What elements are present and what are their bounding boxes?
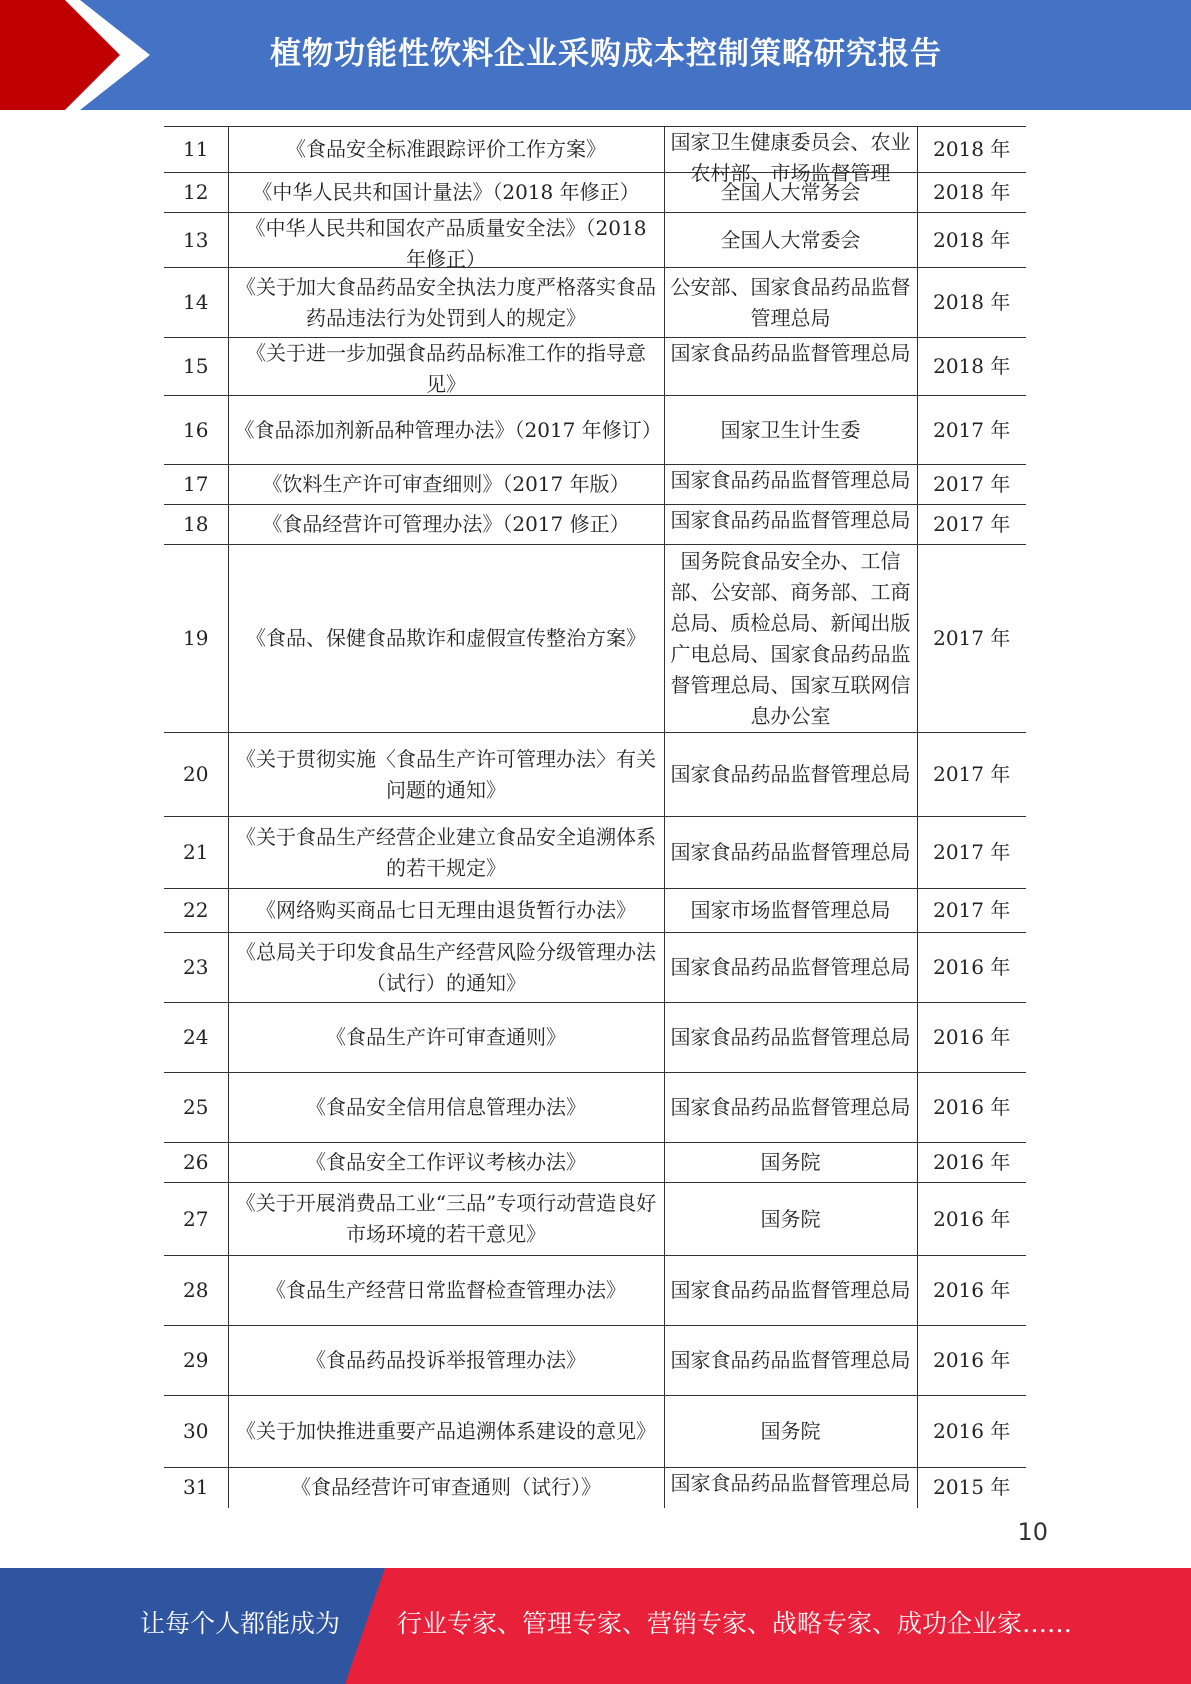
row-number: 30 <box>164 1396 228 1468</box>
regulation-name: 《关于贯彻实施〈食品生产许可管理办法〉有关问题的通知》 <box>228 733 664 817</box>
row-number: 31 <box>164 1468 228 1508</box>
issuing-authority: 国务院 <box>664 1396 917 1468</box>
report-title: 植物功能性饮料企业采购成本控制策略研究报告 <box>270 36 942 72</box>
issue-year: 2017 年 <box>917 889 1026 933</box>
issue-year: 2017 年 <box>917 817 1026 889</box>
issue-year: 2016 年 <box>917 1003 1026 1073</box>
row-number: 26 <box>164 1143 228 1183</box>
table-row <box>164 1143 1026 1183</box>
issue-year: 2017 年 <box>917 465 1026 505</box>
issue-year: 2017 年 <box>917 396 1026 465</box>
row-number: 27 <box>164 1183 228 1256</box>
issue-year: 2016 年 <box>917 1073 1026 1143</box>
issuing-authority: 国家食品药品监督管理总局 <box>664 465 917 505</box>
issuing-authority: 国家卫生计生委 <box>664 396 917 465</box>
regulation-name: 《中华人民共和国计量法》（2018 年修正） <box>228 173 664 213</box>
issue-year: 2017 年 <box>917 545 1026 733</box>
table-row <box>164 1396 1026 1468</box>
table-row <box>164 1183 1026 1256</box>
issuing-authority: 国务院 <box>664 1143 917 1183</box>
issue-year: 2015 年 <box>917 1468 1026 1508</box>
issue-year: 2016 年 <box>917 1326 1026 1396</box>
regulation-name: 《食品经营许可管理办法》（2017 修正） <box>228 505 664 545</box>
issue-year: 2016 年 <box>917 1143 1026 1183</box>
regulation-name: 《关于加大食品药品安全执法力度严格落实食品药品违法行为处罚到人的规定》 <box>228 268 664 338</box>
issue-year: 2018 年 <box>917 127 1026 173</box>
footer-slogan-left: 让每个人都能成为 <box>140 1609 341 1638</box>
regulation-name: 《食品药品投诉举报管理办法》 <box>228 1326 664 1396</box>
issue-year: 2016 年 <box>917 1183 1026 1256</box>
row-number: 21 <box>164 817 228 889</box>
page-header <box>0 0 1191 110</box>
row-number: 15 <box>164 338 228 396</box>
row-number: 25 <box>164 1073 228 1143</box>
page-number: 10 <box>1017 1518 1048 1546</box>
regulation-name: 《食品生产经营日常监督检查管理办法》 <box>228 1256 664 1326</box>
table-row <box>164 127 1026 173</box>
regulation-name: 《关于食品生产经营企业建立食品安全追溯体系的若干规定》 <box>228 817 664 889</box>
table-row <box>164 338 1026 396</box>
table-row <box>164 396 1026 465</box>
issue-year: 2016 年 <box>917 1396 1026 1468</box>
issuing-authority: 国务院食品安全办、工信部、公安部、商务部、工商总局、质检总局、新闻出版广电总局、国家食品药品监督管理总局、国家互联网信息办公室 <box>664 545 917 733</box>
header-red-chevron <box>0 0 160 110</box>
table-row <box>164 268 1026 338</box>
row-number: 24 <box>164 1003 228 1073</box>
issue-year: 2016 年 <box>917 1256 1026 1326</box>
issue-year: 2018 年 <box>917 268 1026 338</box>
issuing-authority: 公安部、国家食品药品监督管理总局 <box>664 268 917 338</box>
issuing-authority: 国家食品药品监督管理总局 <box>664 1256 917 1326</box>
table-row <box>164 733 1026 817</box>
issuing-authority: 国务院 <box>664 1183 917 1256</box>
regulation-name: 《饮料生产许可审查细则》（2017 年版） <box>228 465 664 505</box>
table-row <box>164 1468 1026 1508</box>
issue-year: 2018 年 <box>917 173 1026 213</box>
table-row <box>164 817 1026 889</box>
issuing-authority: 全国人大常委会 <box>664 213 917 268</box>
regulation-name: 《关于加快推进重要产品追溯体系建设的意见》 <box>228 1396 664 1468</box>
regulation-name: 《关于进一步加强食品药品标准工作的指导意见》 <box>228 338 664 396</box>
issuing-authority: 国家食品药品监督管理总局 <box>664 338 917 396</box>
page-footer <box>0 1568 1191 1684</box>
issuing-authority: 国家食品药品监督管理总局 <box>664 1073 917 1143</box>
regulation-name: 《网络购买商品七日无理由退货暂行办法》 <box>228 889 664 933</box>
issue-year: 2017 年 <box>917 505 1026 545</box>
row-number: 16 <box>164 396 228 465</box>
row-number: 12 <box>164 173 228 213</box>
issuing-authority: 国家食品药品监督管理总局 <box>664 817 917 889</box>
issue-year: 2018 年 <box>917 338 1026 396</box>
row-number: 19 <box>164 545 228 733</box>
row-number: 23 <box>164 933 228 1003</box>
issuing-authority: 国家卫生健康委员会、农业农村部、市场监督管理 <box>664 127 917 173</box>
regulation-name: 《食品生产许可审查通则》 <box>228 1003 664 1073</box>
issuing-authority: 国家食品药品监督管理总局 <box>664 1326 917 1396</box>
table-row <box>164 1073 1026 1143</box>
row-number: 13 <box>164 213 228 268</box>
table-row <box>164 173 1026 213</box>
issuing-authority: 国家食品药品监督管理总局 <box>664 1468 917 1508</box>
table-row <box>164 505 1026 545</box>
issuing-authority: 全国人大常务会 <box>664 173 917 213</box>
table-row <box>164 465 1026 505</box>
table-row <box>164 933 1026 1003</box>
row-number: 22 <box>164 889 228 933</box>
issuing-authority: 国家食品药品监督管理总局 <box>664 505 917 545</box>
row-number: 14 <box>164 268 228 338</box>
table-row <box>164 1003 1026 1073</box>
issuing-authority: 国家市场监督管理总局 <box>664 889 917 933</box>
issuing-authority: 国家食品药品监督管理总局 <box>664 733 917 817</box>
footer-slogan-right: 行业专家、管理专家、营销专家、战略专家、成功企业家…… <box>397 1609 1073 1638</box>
regulation-name: 《中华人民共和国农产品质量安全法》（2018 年修正） <box>228 213 664 268</box>
regulation-name: 《食品、保健食品欺诈和虚假宣传整治方案》 <box>228 545 664 733</box>
issue-year: 2016 年 <box>917 933 1026 1003</box>
table-row <box>164 1256 1026 1326</box>
regulations-table <box>164 126 1026 1508</box>
table-row <box>164 213 1026 268</box>
row-number: 18 <box>164 505 228 545</box>
table-row <box>164 1326 1026 1396</box>
regulation-name: 《食品安全标准跟踪评价工作方案》 <box>228 127 664 173</box>
row-number: 28 <box>164 1256 228 1326</box>
table-row <box>164 545 1026 733</box>
regulation-name: 《食品添加剂新品种管理办法》（2017 年修订） <box>228 396 664 465</box>
table-row <box>164 889 1026 933</box>
issuing-authority: 国家食品药品监督管理总局 <box>664 1003 917 1073</box>
issuing-authority: 国家食品药品监督管理总局 <box>664 933 917 1003</box>
regulation-name: 《食品经营许可审查通则（试行）》 <box>228 1468 664 1508</box>
regulation-name: 《总局关于印发食品生产经营风险分级管理办法（试行）的通知》 <box>228 933 664 1003</box>
issue-year: 2018 年 <box>917 213 1026 268</box>
row-number: 17 <box>164 465 228 505</box>
row-number: 11 <box>164 127 228 173</box>
regulation-name: 《食品安全信用信息管理办法》 <box>228 1073 664 1143</box>
regulation-name: 《食品安全工作评议考核办法》 <box>228 1143 664 1183</box>
issue-year: 2017 年 <box>917 733 1026 817</box>
row-number: 29 <box>164 1326 228 1396</box>
row-number: 20 <box>164 733 228 817</box>
regulation-name: 《关于开展消费品工业“三品”专项行动营造良好市场环境的若干意见》 <box>228 1183 664 1256</box>
